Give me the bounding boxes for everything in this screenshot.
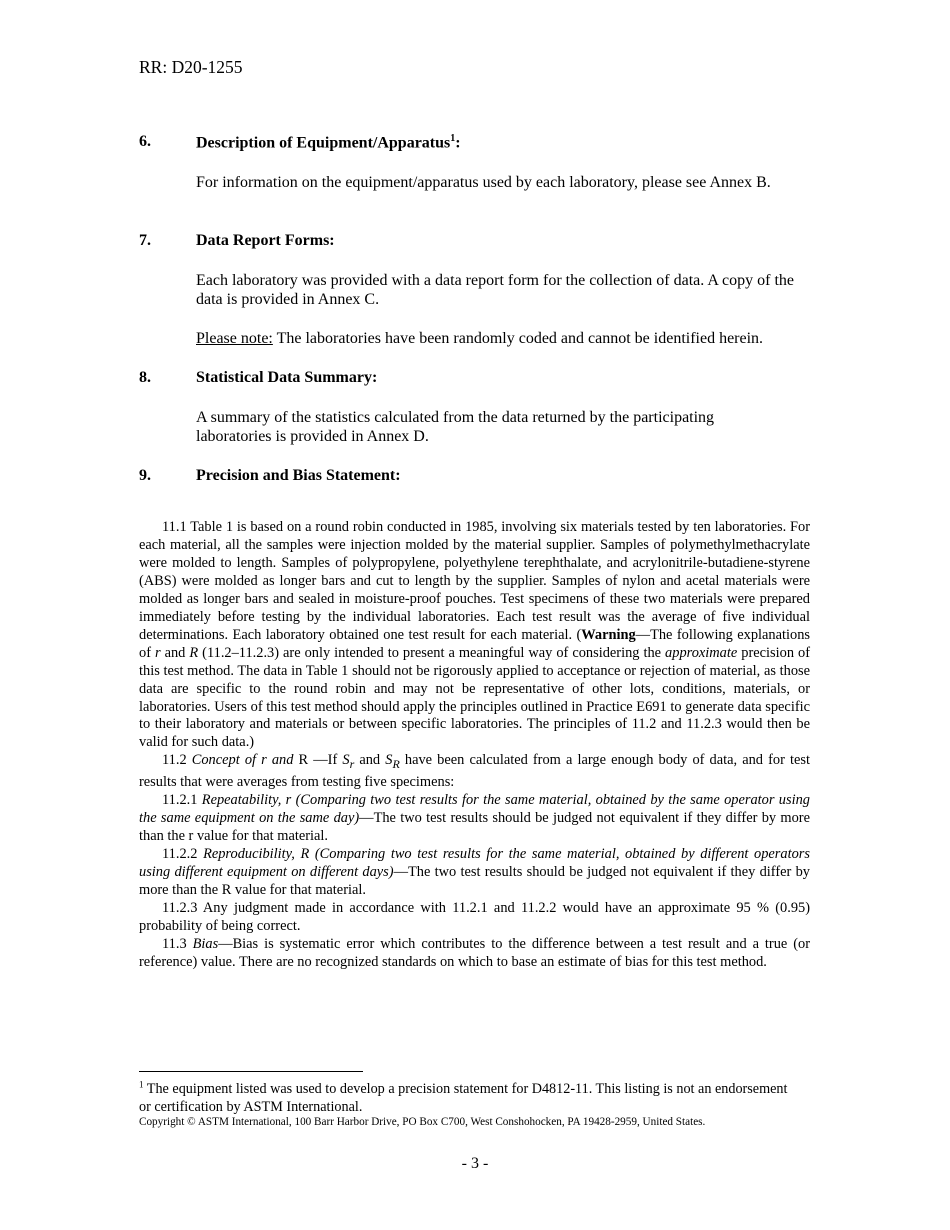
precision-bias-text	[139, 519, 810, 972]
section-9-number: 9.	[139, 467, 151, 484]
section-8-title: Statistical Data Summary:	[196, 369, 378, 386]
section-8-number: 8.	[139, 369, 151, 386]
warning-label: Warning	[581, 626, 636, 643]
footnote-divider	[139, 1071, 363, 1072]
copyright-notice: Copyright © ASTM International, 100 Barr Harbor Drive, PO Box C700, West Conshohocken, PA 19428-2959, United States.	[139, 1116, 706, 1128]
footnote	[139, 1081, 799, 1116]
section-7-title: Data Report Forms:	[196, 232, 335, 249]
paragraph-11-2: 11.2 Concept of r and R —If $S_r$ and $S_R$ have been calculated from a large enough body of data, and for test results that were averages from testing five specimens:	[139, 752, 810, 791]
paragraph-11-3: 11.3 Bias—Bias is systematic error which contributes to the difference between a test result and a true (or reference) value. There are no recognized standards on which to base an estimate of bias for this test method.	[139, 935, 810, 970]
note-text: The laboratories have been randomly coded and cannot be identified herein.	[272, 330, 764, 347]
footnote-ref: 1	[450, 133, 456, 144]
section-7-note	[196, 329, 836, 348]
section-6-title-text: Description of Equipment/Apparatus	[196, 134, 451, 152]
section-7-number: 7.	[139, 232, 151, 249]
paragraph-11-2-2: 11.2.2 Reproducibility, R (Comparing two test results for the same material, obtained by different operators using different equipment on different days)—The two test results should be judged not equivalent if they differ by more than the R value for that material.	[139, 846, 810, 898]
paragraph-11-1: 11.1 Table 1 is based on a round robin conducted in 1985, involving six materials tested by ten laboratories. For each material, all the samples were injection molded by the material supplier. Samples of polymethylmethacrylate were molded to length. Samples of polypropylene, polyethylene terephthalate, and acrylonitrile-butadiene-styrene (ABS) were molded as longer bars and cut to length by the supplier. Samples of nylon and acetal materials were molded as longer bars and sealed in moisture-proof pouches. Test specimens of these two materials were prepared immediately before testing by the individual laboratories. Each test result was the average of five individual determinations. Each laboratory obtained one test result for each material. (Warning—The following explanations of r and R (11.2–11.2.3) are only intended to present a meaningful way of considering the approximate precision of this test method. The data in Table 1 should not be rigorously applied to acceptance or rejection of material, as those data are specific to the round robin and may not be representative of other lots, conditions, materials, or laboratories. Users of this test method should apply the principles outlined in Practice E691 to generate data specific to their laboratory and materials or between specific laboratories. The principles of 11.2 and 11.2.3 would then be valid for such data.)	[139, 519, 810, 751]
report-header: RR: D20-1255	[139, 57, 243, 77]
section-6-title-colon: :	[455, 134, 461, 152]
section-6-body: For information on the equipment/apparatus used by each laboratory, please see Annex B.	[196, 174, 771, 191]
section-7-body: Each laboratory was provided with a data report form for the collection of data. A copy of the data is provided in Annex C.	[196, 272, 795, 308]
paragraph-11-2-1: 11.2.1 Repeatability, r (Comparing two test results for the same material, obtained by the same operator using the same equipment on the same day)—The two test results should be judged not equivalent if they differ by more than the r value for that material.	[139, 792, 810, 845]
footnote-text: The equipment listed was used to develop a precision statement for D4812-11. This listing is not an endorsement or certification by ASTM International.	[139, 1081, 788, 1115]
footnote-marker: 1	[139, 1079, 144, 1090]
section-6-number: 6.	[139, 133, 151, 150]
paragraph-11-2-3: 11.2.3 Any judgment made in accordance with 11.2.1 and 11.2.2 would have an approximate 95 % (0.95) probability of being correct.	[139, 899, 810, 934]
section-9-title: Precision and Bias Statement:	[196, 467, 401, 484]
note-label: Please note:	[196, 330, 273, 347]
page-number: - 3 -	[461, 1155, 489, 1172]
section-8-body: A summary of the statistics calculated from the data returned by the participating laboratories is provided in Annex D.	[196, 409, 715, 445]
section-6-title	[196, 133, 461, 152]
